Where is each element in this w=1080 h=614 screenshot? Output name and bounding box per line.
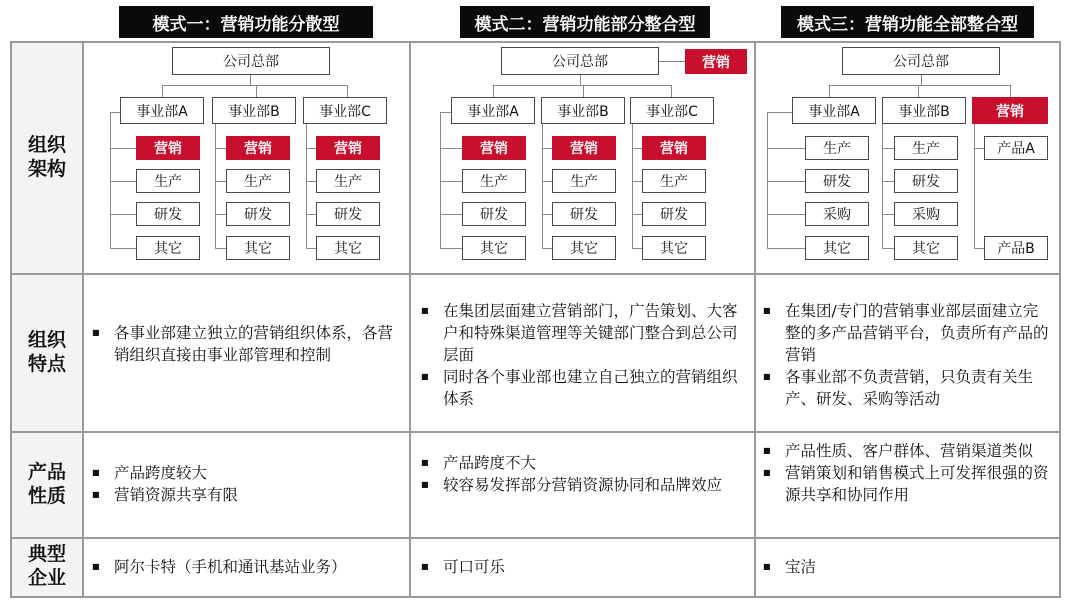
grid-bottom	[10, 596, 1060, 598]
sub-box-marketing: 营销	[316, 136, 380, 160]
sub-box-production: 生产	[805, 136, 869, 160]
grid-col-1	[82, 41, 84, 598]
sub-box-production: 生产	[552, 169, 616, 193]
list-item: ■ 阿尔卡特（手机和通讯基站业务）	[92, 558, 347, 576]
list-item: ■ 同时各个事业部也建立自己独立的营销组织体系	[421, 368, 738, 408]
list-item: ■ 可口可乐	[421, 558, 506, 576]
unit-box-a: 事业部A	[120, 97, 204, 124]
sub-box-other: 其它	[552, 236, 616, 260]
sub-box-marketing: 营销	[642, 136, 706, 160]
sub-box-marketing: 营销	[462, 136, 526, 160]
sub-box-production: 生产	[136, 169, 200, 193]
row-label-example: 典型 企业	[27, 543, 66, 589]
sub-box-other: 其它	[226, 236, 290, 260]
sub-box-production: 生产	[316, 169, 380, 193]
list-item: ■ 各事业部不负责营销，只负责有关生产、研发、采购等活动	[763, 368, 1034, 408]
unit-box-c: 事业部C	[630, 97, 714, 124]
list-item: ■ 宝洁	[763, 558, 817, 576]
grid-top	[10, 41, 1060, 43]
grid-col-3	[754, 41, 756, 598]
example-mode-3	[763, 556, 1053, 578]
sub-box-other: 其它	[136, 236, 200, 260]
sub-box-other: 其它	[805, 236, 869, 260]
features-mode-3	[763, 300, 1053, 410]
list-item: ■ 产品跨度较大	[92, 464, 208, 482]
list-item: ■ 在集团/专门的营销事业部层面建立完整的多产品营销平台，负责所有产品的营销	[763, 302, 1049, 364]
sub-box-rnd: 研发	[552, 202, 616, 226]
sub-box-marketing: 营销	[136, 136, 200, 160]
sub-box-rnd: 研发	[136, 202, 200, 226]
list-item: ■ 在集团层面建立营销部门，广告策划、大客户和特殊渠道管理等关键部门整合到总公司层面	[421, 302, 738, 364]
product-box-a: 产品A	[984, 136, 1048, 160]
grid-row-2	[10, 431, 1060, 433]
unit-box-a: 事业部A	[792, 97, 876, 124]
sub-box-marketing: 营销	[552, 136, 616, 160]
grid-col-4	[1059, 41, 1061, 598]
grid-row-3	[10, 537, 1060, 539]
sub-box-rnd: 研发	[226, 202, 290, 226]
product-box-b: 产品B	[984, 236, 1048, 260]
grid-col-0	[10, 41, 12, 598]
product-mode-1	[92, 462, 397, 506]
sub-box-purchasing: 采购	[894, 202, 958, 226]
sub-box-other: 其它	[462, 236, 526, 260]
list-item: ■ 较容易发挥部分营销资源协同和品牌效应	[421, 476, 723, 494]
grid-row-1	[10, 273, 1060, 275]
mode-header-2: 模式二：营销功能部分整合型	[460, 6, 710, 38]
sub-box-marketing: 营销	[226, 136, 290, 160]
unit-box-b: 事业部B	[882, 97, 966, 124]
row-label-product: 产品 性质	[27, 461, 66, 507]
sub-box-rnd: 研发	[316, 202, 380, 226]
hq-marketing-box: 营销	[685, 49, 747, 74]
list-item: ■ 营销资源共享有限	[92, 486, 239, 504]
grid-col-2	[409, 41, 411, 598]
sub-box-production: 生产	[462, 169, 526, 193]
product-mode-3	[763, 440, 1053, 506]
marketing-unit-box: 营销	[972, 97, 1048, 124]
mode-header-1: 模式一：营销功能分散型	[119, 6, 373, 38]
list-item: ■ 各事业部建立独立的营销组织体系，各营销组织直接由事业部管理和控制	[92, 324, 394, 364]
sub-box-other: 其它	[642, 236, 706, 260]
example-mode-2	[421, 556, 743, 578]
features-mode-1	[92, 322, 397, 366]
features-mode-2	[421, 300, 743, 410]
sub-box-production: 生产	[894, 136, 958, 160]
unit-box-b: 事业部B	[212, 97, 296, 124]
sub-box-production: 生产	[226, 169, 290, 193]
hq-box: 公司总部	[842, 47, 1000, 75]
list-item: ■ 营销策划和销售模式上可发挥很强的资源共享和协同作用	[763, 464, 1049, 504]
unit-box-c: 事业部C	[303, 97, 387, 124]
hq-box: 公司总部	[172, 47, 330, 75]
example-mode-1	[92, 556, 397, 578]
sub-box-other: 其它	[894, 236, 958, 260]
sub-box-purchasing: 采购	[805, 202, 869, 226]
sub-box-other: 其它	[316, 236, 380, 260]
product-mode-2	[421, 452, 743, 496]
unit-box-b: 事业部B	[541, 97, 625, 124]
mode-header-3: 模式三：营销功能全部整合型	[781, 6, 1034, 38]
sub-box-rnd: 研发	[805, 169, 869, 193]
sub-box-rnd: 研发	[462, 202, 526, 226]
unit-box-a: 事业部A	[451, 97, 535, 124]
row-label-structure: 组织 架构	[27, 134, 66, 180]
row-label-features: 组织 特点	[27, 329, 66, 375]
hq-box: 公司总部	[501, 47, 659, 75]
sub-box-production: 生产	[642, 169, 706, 193]
sub-box-rnd: 研发	[642, 202, 706, 226]
list-item: ■ 产品性质、客户群体、营销渠道类似	[763, 442, 1034, 460]
row-label-column	[10, 41, 83, 597]
list-item: ■ 产品跨度不大	[421, 454, 537, 472]
sub-box-rnd: 研发	[894, 169, 958, 193]
